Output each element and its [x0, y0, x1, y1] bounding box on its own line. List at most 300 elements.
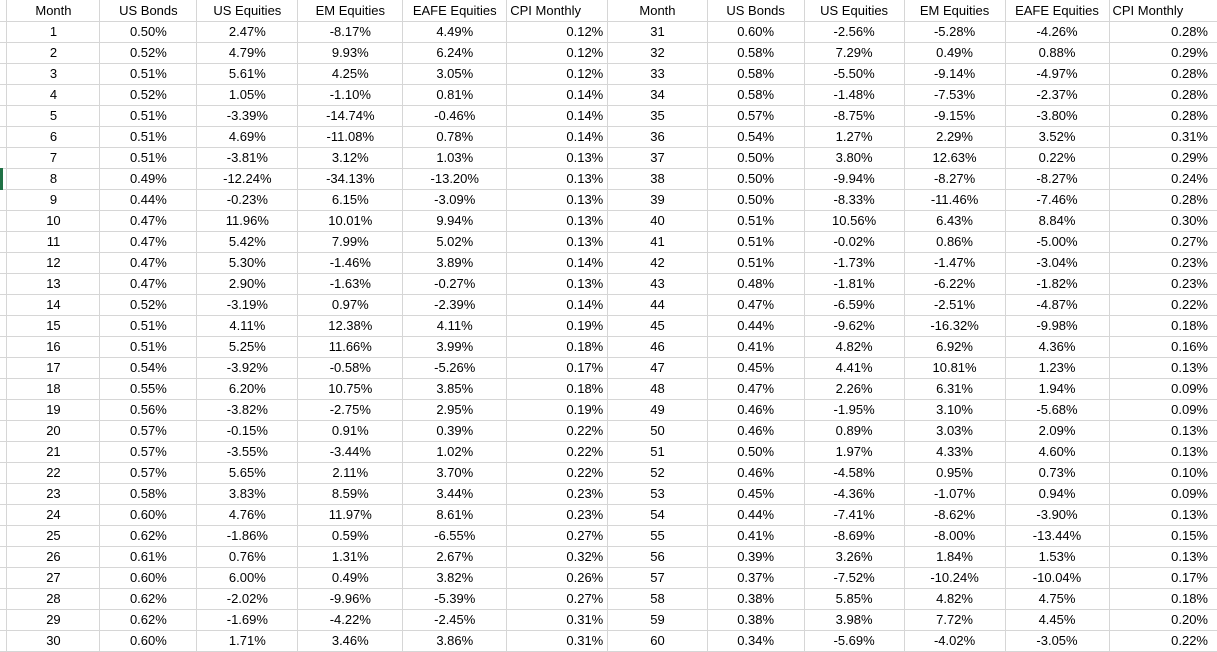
- month-cell[interactable]: 24: [7, 504, 100, 525]
- em-equities-cell[interactable]: -1.07%: [904, 483, 1005, 504]
- us-bonds-cell[interactable]: 0.57%: [100, 462, 197, 483]
- month-cell[interactable]: 33: [608, 63, 707, 84]
- us-bonds-cell[interactable]: 0.56%: [100, 399, 197, 420]
- em-equities-cell[interactable]: 0.86%: [904, 231, 1005, 252]
- cpi-monthly-cell[interactable]: 0.30%: [1109, 210, 1217, 231]
- cpi-monthly-cell[interactable]: 0.19%: [507, 315, 608, 336]
- em-equities-cell[interactable]: 1.84%: [904, 546, 1005, 567]
- eafe-equities-cell[interactable]: -2.39%: [403, 294, 507, 315]
- us-bonds-cell[interactable]: 0.60%: [707, 21, 804, 42]
- eafe-equities-cell[interactable]: 1.02%: [403, 441, 507, 462]
- em-equities-cell[interactable]: -6.22%: [904, 273, 1005, 294]
- month-cell[interactable]: 19: [7, 399, 100, 420]
- month-cell[interactable]: 12: [7, 252, 100, 273]
- us-bonds-cell[interactable]: 0.58%: [707, 42, 804, 63]
- row-strip-cell[interactable]: [0, 189, 7, 210]
- eafe-equities-cell[interactable]: 3.86%: [403, 630, 507, 651]
- row-strip-cell[interactable]: [0, 441, 7, 462]
- month-cell[interactable]: 26: [7, 546, 100, 567]
- cpi-monthly-cell[interactable]: 0.17%: [1109, 567, 1217, 588]
- eafe-equities-cell[interactable]: 8.84%: [1005, 210, 1109, 231]
- month-cell[interactable]: 56: [608, 546, 707, 567]
- us-bonds-cell[interactable]: 0.57%: [707, 105, 804, 126]
- us-equities-cell[interactable]: -0.15%: [197, 420, 298, 441]
- month-cell[interactable]: 43: [608, 273, 707, 294]
- month-cell[interactable]: 22: [7, 462, 100, 483]
- eafe-equities-cell[interactable]: -13.20%: [403, 168, 507, 189]
- month-cell[interactable]: 37: [608, 147, 707, 168]
- us-bonds-cell[interactable]: 0.47%: [100, 210, 197, 231]
- us-equities-cell[interactable]: -1.73%: [804, 252, 904, 273]
- em-equities-cell[interactable]: -9.14%: [904, 63, 1005, 84]
- cpi-monthly-cell[interactable]: 0.29%: [1109, 147, 1217, 168]
- month-cell[interactable]: 16: [7, 336, 100, 357]
- us-equities-cell[interactable]: -3.92%: [197, 357, 298, 378]
- us-bonds-cell[interactable]: 0.52%: [100, 42, 197, 63]
- us-equities-cell[interactable]: 11.96%: [197, 210, 298, 231]
- cpi-monthly-cell[interactable]: 0.22%: [507, 441, 608, 462]
- month-cell[interactable]: 47: [608, 357, 707, 378]
- eafe-equities-cell[interactable]: 0.88%: [1005, 42, 1109, 63]
- month-cell[interactable]: 39: [608, 189, 707, 210]
- us-bonds-cell[interactable]: 0.51%: [100, 126, 197, 147]
- eafe-equities-cell[interactable]: 0.73%: [1005, 462, 1109, 483]
- us-bonds-cell[interactable]: 0.44%: [100, 189, 197, 210]
- us-bonds-cell[interactable]: 0.58%: [100, 483, 197, 504]
- eafe-equities-cell[interactable]: 3.44%: [403, 483, 507, 504]
- us-equities-cell[interactable]: 4.69%: [197, 126, 298, 147]
- header-us-bonds[interactable]: US Bonds: [100, 0, 197, 21]
- cpi-monthly-cell[interactable]: 0.19%: [507, 399, 608, 420]
- us-equities-cell[interactable]: 3.98%: [804, 609, 904, 630]
- eafe-equities-cell[interactable]: -0.46%: [403, 105, 507, 126]
- eafe-equities-cell[interactable]: -13.44%: [1005, 525, 1109, 546]
- header-eafe-equities[interactable]: EAFE Equities: [403, 0, 507, 21]
- eafe-equities-cell[interactable]: 3.99%: [403, 336, 507, 357]
- month-cell[interactable]: 31: [608, 21, 707, 42]
- em-equities-cell[interactable]: 4.25%: [298, 63, 403, 84]
- us-bonds-cell[interactable]: 0.49%: [100, 168, 197, 189]
- cpi-monthly-cell[interactable]: 0.28%: [1109, 189, 1217, 210]
- month-cell[interactable]: 13: [7, 273, 100, 294]
- cpi-monthly-cell[interactable]: 0.14%: [507, 126, 608, 147]
- em-equities-cell[interactable]: -11.08%: [298, 126, 403, 147]
- eafe-equities-cell[interactable]: 5.02%: [403, 231, 507, 252]
- em-equities-cell[interactable]: -9.96%: [298, 588, 403, 609]
- us-bonds-cell[interactable]: 0.50%: [707, 147, 804, 168]
- row-strip-cell[interactable]: [0, 231, 7, 252]
- us-bonds-cell[interactable]: 0.38%: [707, 609, 804, 630]
- em-equities-cell[interactable]: -2.51%: [904, 294, 1005, 315]
- us-equities-cell[interactable]: 5.42%: [197, 231, 298, 252]
- cpi-monthly-cell[interactable]: 0.23%: [507, 483, 608, 504]
- cpi-monthly-cell[interactable]: 0.09%: [1109, 378, 1217, 399]
- us-bonds-cell[interactable]: 0.45%: [707, 483, 804, 504]
- eafe-equities-cell[interactable]: 1.03%: [403, 147, 507, 168]
- row-strip-cell[interactable]: [0, 630, 7, 651]
- em-equities-cell[interactable]: 12.63%: [904, 147, 1005, 168]
- eafe-equities-cell[interactable]: 0.94%: [1005, 483, 1109, 504]
- eafe-equities-cell[interactable]: 8.61%: [403, 504, 507, 525]
- header-month[interactable]: Month: [7, 0, 100, 21]
- eafe-equities-cell[interactable]: -2.45%: [403, 609, 507, 630]
- row-strip-cell[interactable]: [0, 273, 7, 294]
- us-equities-cell[interactable]: -5.50%: [804, 63, 904, 84]
- us-equities-cell[interactable]: 4.79%: [197, 42, 298, 63]
- cpi-monthly-cell[interactable]: 0.22%: [1109, 630, 1217, 651]
- cpi-monthly-cell[interactable]: 0.27%: [1109, 231, 1217, 252]
- eafe-equities-cell[interactable]: 1.94%: [1005, 378, 1109, 399]
- eafe-equities-cell[interactable]: 3.05%: [403, 63, 507, 84]
- us-equities-cell[interactable]: 0.89%: [804, 420, 904, 441]
- eafe-equities-cell[interactable]: -0.27%: [403, 273, 507, 294]
- em-equities-cell[interactable]: -1.46%: [298, 252, 403, 273]
- cpi-monthly-cell[interactable]: 0.28%: [1109, 105, 1217, 126]
- header-us-equities[interactable]: US Equities: [804, 0, 904, 21]
- us-bonds-cell[interactable]: 0.51%: [707, 210, 804, 231]
- month-cell[interactable]: 52: [608, 462, 707, 483]
- cpi-monthly-cell[interactable]: 0.22%: [507, 420, 608, 441]
- us-bonds-cell[interactable]: 0.47%: [707, 378, 804, 399]
- eafe-equities-cell[interactable]: 4.75%: [1005, 588, 1109, 609]
- us-equities-cell[interactable]: 1.05%: [197, 84, 298, 105]
- cpi-monthly-cell[interactable]: 0.29%: [1109, 42, 1217, 63]
- row-strip-cell[interactable]: [0, 336, 7, 357]
- eafe-equities-cell[interactable]: -5.39%: [403, 588, 507, 609]
- month-cell[interactable]: 18: [7, 378, 100, 399]
- us-equities-cell[interactable]: -8.69%: [804, 525, 904, 546]
- us-bonds-cell[interactable]: 0.34%: [707, 630, 804, 651]
- em-equities-cell[interactable]: -4.02%: [904, 630, 1005, 651]
- us-bonds-cell[interactable]: 0.38%: [707, 588, 804, 609]
- eafe-equities-cell[interactable]: 3.70%: [403, 462, 507, 483]
- eafe-equities-cell[interactable]: -3.90%: [1005, 504, 1109, 525]
- eafe-equities-cell[interactable]: -4.87%: [1005, 294, 1109, 315]
- us-equities-cell[interactable]: -12.24%: [197, 168, 298, 189]
- row-strip-cell[interactable]: [0, 483, 7, 504]
- cpi-monthly-cell[interactable]: 0.13%: [1109, 546, 1217, 567]
- us-bonds-cell[interactable]: 0.51%: [707, 252, 804, 273]
- eafe-equities-cell[interactable]: 4.36%: [1005, 336, 1109, 357]
- us-bonds-cell[interactable]: 0.62%: [100, 525, 197, 546]
- em-equities-cell[interactable]: 9.93%: [298, 42, 403, 63]
- us-bonds-cell[interactable]: 0.54%: [100, 357, 197, 378]
- row-strip-cell[interactable]: [0, 399, 7, 420]
- row-strip-cell[interactable]: [0, 84, 7, 105]
- cpi-monthly-cell[interactable]: 0.13%: [1109, 420, 1217, 441]
- us-equities-cell[interactable]: -6.59%: [804, 294, 904, 315]
- us-equities-cell[interactable]: 3.26%: [804, 546, 904, 567]
- header-us-equities[interactable]: US Equities: [197, 0, 298, 21]
- row-strip-cell[interactable]: [0, 21, 7, 42]
- eafe-equities-cell[interactable]: 2.67%: [403, 546, 507, 567]
- eafe-equities-cell[interactable]: 3.52%: [1005, 126, 1109, 147]
- month-cell[interactable]: 30: [7, 630, 100, 651]
- eafe-equities-cell[interactable]: -10.04%: [1005, 567, 1109, 588]
- us-equities-cell[interactable]: -1.69%: [197, 609, 298, 630]
- em-equities-cell[interactable]: 7.99%: [298, 231, 403, 252]
- eafe-equities-cell[interactable]: -9.98%: [1005, 315, 1109, 336]
- us-bonds-cell[interactable]: 0.60%: [100, 630, 197, 651]
- row-strip-cell[interactable]: [0, 525, 7, 546]
- em-equities-cell[interactable]: 0.49%: [904, 42, 1005, 63]
- eafe-equities-cell[interactable]: 6.24%: [403, 42, 507, 63]
- us-equities-cell[interactable]: -1.48%: [804, 84, 904, 105]
- cpi-monthly-cell[interactable]: 0.18%: [507, 336, 608, 357]
- row-strip-cell[interactable]: [0, 588, 7, 609]
- eafe-equities-cell[interactable]: -5.68%: [1005, 399, 1109, 420]
- us-equities-cell[interactable]: 6.00%: [197, 567, 298, 588]
- us-bonds-cell[interactable]: 0.41%: [707, 525, 804, 546]
- em-equities-cell[interactable]: -8.62%: [904, 504, 1005, 525]
- us-equities-cell[interactable]: -8.75%: [804, 105, 904, 126]
- us-equities-cell[interactable]: 3.80%: [804, 147, 904, 168]
- month-cell[interactable]: 60: [608, 630, 707, 651]
- us-bonds-cell[interactable]: 0.37%: [707, 567, 804, 588]
- eafe-equities-cell[interactable]: -3.05%: [1005, 630, 1109, 651]
- row-strip-cell[interactable]: [0, 357, 7, 378]
- eafe-equities-cell[interactable]: -4.26%: [1005, 21, 1109, 42]
- cpi-monthly-cell[interactable]: 0.18%: [1109, 588, 1217, 609]
- eafe-equities-cell[interactable]: 3.89%: [403, 252, 507, 273]
- month-cell[interactable]: 29: [7, 609, 100, 630]
- us-bonds-cell[interactable]: 0.57%: [100, 441, 197, 462]
- month-cell[interactable]: 20: [7, 420, 100, 441]
- em-equities-cell[interactable]: 0.49%: [298, 567, 403, 588]
- month-cell[interactable]: 32: [608, 42, 707, 63]
- us-bonds-cell[interactable]: 0.47%: [100, 273, 197, 294]
- cpi-monthly-cell[interactable]: 0.14%: [507, 294, 608, 315]
- cpi-monthly-cell[interactable]: 0.13%: [1109, 504, 1217, 525]
- eafe-equities-cell[interactable]: 0.22%: [1005, 147, 1109, 168]
- us-bonds-cell[interactable]: 0.51%: [707, 231, 804, 252]
- cpi-monthly-cell[interactable]: 0.32%: [507, 546, 608, 567]
- month-cell[interactable]: 49: [608, 399, 707, 420]
- month-cell[interactable]: 21: [7, 441, 100, 462]
- us-equities-cell[interactable]: 2.90%: [197, 273, 298, 294]
- em-equities-cell[interactable]: 11.97%: [298, 504, 403, 525]
- us-equities-cell[interactable]: 10.56%: [804, 210, 904, 231]
- header-us-bonds[interactable]: US Bonds: [707, 0, 804, 21]
- month-cell[interactable]: 58: [608, 588, 707, 609]
- us-bonds-cell[interactable]: 0.55%: [100, 378, 197, 399]
- cpi-monthly-cell[interactable]: 0.28%: [1109, 84, 1217, 105]
- us-bonds-cell[interactable]: 0.62%: [100, 588, 197, 609]
- eafe-equities-cell[interactable]: -1.82%: [1005, 273, 1109, 294]
- eafe-equities-cell[interactable]: 1.23%: [1005, 357, 1109, 378]
- row-strip-cell[interactable]: [0, 63, 7, 84]
- eafe-equities-cell[interactable]: 0.39%: [403, 420, 507, 441]
- month-cell[interactable]: 48: [608, 378, 707, 399]
- cpi-monthly-cell[interactable]: 0.09%: [1109, 483, 1217, 504]
- us-bonds-cell[interactable]: 0.44%: [707, 504, 804, 525]
- cpi-monthly-cell[interactable]: 0.31%: [1109, 126, 1217, 147]
- header-strip-cell[interactable]: [0, 0, 7, 21]
- us-bonds-cell[interactable]: 0.60%: [100, 504, 197, 525]
- month-cell[interactable]: 11: [7, 231, 100, 252]
- header-em-equities[interactable]: EM Equities: [298, 0, 403, 21]
- us-equities-cell[interactable]: 2.26%: [804, 378, 904, 399]
- us-equities-cell[interactable]: -3.39%: [197, 105, 298, 126]
- us-bonds-cell[interactable]: 0.58%: [707, 63, 804, 84]
- us-bonds-cell[interactable]: 0.50%: [100, 21, 197, 42]
- month-cell[interactable]: 59: [608, 609, 707, 630]
- cpi-monthly-cell[interactable]: 0.12%: [507, 63, 608, 84]
- eafe-equities-cell[interactable]: -2.37%: [1005, 84, 1109, 105]
- month-cell[interactable]: 7: [7, 147, 100, 168]
- em-equities-cell[interactable]: 4.33%: [904, 441, 1005, 462]
- eafe-equities-cell[interactable]: -3.09%: [403, 189, 507, 210]
- em-equities-cell[interactable]: -34.13%: [298, 168, 403, 189]
- eafe-equities-cell[interactable]: 0.78%: [403, 126, 507, 147]
- us-equities-cell[interactable]: 1.27%: [804, 126, 904, 147]
- em-equities-cell[interactable]: -5.28%: [904, 21, 1005, 42]
- cpi-monthly-cell[interactable]: 0.28%: [1109, 63, 1217, 84]
- month-cell[interactable]: 50: [608, 420, 707, 441]
- eafe-equities-cell[interactable]: -3.04%: [1005, 252, 1109, 273]
- cpi-monthly-cell[interactable]: 0.27%: [507, 588, 608, 609]
- cpi-monthly-cell[interactable]: 0.13%: [507, 147, 608, 168]
- em-equities-cell[interactable]: 12.38%: [298, 315, 403, 336]
- row-strip-cell[interactable]: [0, 504, 7, 525]
- cpi-monthly-cell[interactable]: 0.14%: [507, 105, 608, 126]
- header-em-equities[interactable]: EM Equities: [904, 0, 1005, 21]
- us-equities-cell[interactable]: 5.25%: [197, 336, 298, 357]
- cpi-monthly-cell[interactable]: 0.10%: [1109, 462, 1217, 483]
- us-equities-cell[interactable]: 5.30%: [197, 252, 298, 273]
- em-equities-cell[interactable]: -4.22%: [298, 609, 403, 630]
- em-equities-cell[interactable]: 8.59%: [298, 483, 403, 504]
- us-bonds-cell[interactable]: 0.46%: [707, 420, 804, 441]
- em-equities-cell[interactable]: -2.75%: [298, 399, 403, 420]
- us-bonds-cell[interactable]: 0.47%: [100, 231, 197, 252]
- us-bonds-cell[interactable]: 0.58%: [707, 84, 804, 105]
- us-bonds-cell[interactable]: 0.47%: [707, 294, 804, 315]
- cpi-monthly-cell[interactable]: 0.23%: [507, 504, 608, 525]
- em-equities-cell[interactable]: 0.97%: [298, 294, 403, 315]
- us-bonds-cell[interactable]: 0.51%: [100, 336, 197, 357]
- us-bonds-cell[interactable]: 0.51%: [100, 315, 197, 336]
- em-equities-cell[interactable]: 4.82%: [904, 588, 1005, 609]
- em-equities-cell[interactable]: 10.81%: [904, 357, 1005, 378]
- cpi-monthly-cell[interactable]: 0.18%: [507, 378, 608, 399]
- month-cell[interactable]: 27: [7, 567, 100, 588]
- eafe-equities-cell[interactable]: 3.82%: [403, 567, 507, 588]
- cpi-monthly-cell[interactable]: 0.18%: [1109, 315, 1217, 336]
- month-cell[interactable]: 34: [608, 84, 707, 105]
- em-equities-cell[interactable]: -11.46%: [904, 189, 1005, 210]
- us-equities-cell[interactable]: -4.36%: [804, 483, 904, 504]
- cpi-monthly-cell[interactable]: 0.12%: [507, 21, 608, 42]
- cpi-monthly-cell[interactable]: 0.14%: [507, 84, 608, 105]
- month-cell[interactable]: 41: [608, 231, 707, 252]
- us-bonds-cell[interactable]: 0.50%: [707, 189, 804, 210]
- us-equities-cell[interactable]: 6.20%: [197, 378, 298, 399]
- us-equities-cell[interactable]: 5.85%: [804, 588, 904, 609]
- month-cell[interactable]: 5: [7, 105, 100, 126]
- us-equities-cell[interactable]: -3.19%: [197, 294, 298, 315]
- row-strip-cell[interactable]: [0, 294, 7, 315]
- us-bonds-cell[interactable]: 0.50%: [707, 168, 804, 189]
- us-equities-cell[interactable]: 5.61%: [197, 63, 298, 84]
- us-equities-cell[interactable]: 7.29%: [804, 42, 904, 63]
- month-cell[interactable]: 35: [608, 105, 707, 126]
- em-equities-cell[interactable]: 7.72%: [904, 609, 1005, 630]
- em-equities-cell[interactable]: 2.29%: [904, 126, 1005, 147]
- em-equities-cell[interactable]: 3.12%: [298, 147, 403, 168]
- em-equities-cell[interactable]: 6.43%: [904, 210, 1005, 231]
- cpi-monthly-cell[interactable]: 0.17%: [507, 357, 608, 378]
- eafe-equities-cell[interactable]: -8.27%: [1005, 168, 1109, 189]
- cpi-monthly-cell[interactable]: 0.13%: [1109, 441, 1217, 462]
- cpi-monthly-cell[interactable]: 0.26%: [507, 567, 608, 588]
- em-equities-cell[interactable]: -8.27%: [904, 168, 1005, 189]
- eafe-equities-cell[interactable]: 4.49%: [403, 21, 507, 42]
- eafe-equities-cell[interactable]: 2.95%: [403, 399, 507, 420]
- us-bonds-cell[interactable]: 0.52%: [100, 294, 197, 315]
- month-cell[interactable]: 8: [7, 168, 100, 189]
- eafe-equities-cell[interactable]: -5.00%: [1005, 231, 1109, 252]
- em-equities-cell[interactable]: 2.11%: [298, 462, 403, 483]
- em-equities-cell[interactable]: -1.10%: [298, 84, 403, 105]
- us-equities-cell[interactable]: -1.95%: [804, 399, 904, 420]
- em-equities-cell[interactable]: 6.92%: [904, 336, 1005, 357]
- us-equities-cell[interactable]: -3.81%: [197, 147, 298, 168]
- month-cell[interactable]: 14: [7, 294, 100, 315]
- month-cell[interactable]: 38: [608, 168, 707, 189]
- em-equities-cell[interactable]: 3.03%: [904, 420, 1005, 441]
- cpi-monthly-cell[interactable]: 0.13%: [1109, 357, 1217, 378]
- row-strip-cell[interactable]: [0, 210, 7, 231]
- row-strip-cell[interactable]: [0, 42, 7, 63]
- row-strip-cell[interactable]: [0, 252, 7, 273]
- eafe-equities-cell[interactable]: 2.09%: [1005, 420, 1109, 441]
- us-equities-cell[interactable]: 0.76%: [197, 546, 298, 567]
- em-equities-cell[interactable]: 3.10%: [904, 399, 1005, 420]
- us-equities-cell[interactable]: 5.65%: [197, 462, 298, 483]
- month-cell[interactable]: 53: [608, 483, 707, 504]
- us-equities-cell[interactable]: -1.86%: [197, 525, 298, 546]
- month-cell[interactable]: 46: [608, 336, 707, 357]
- us-equities-cell[interactable]: -9.62%: [804, 315, 904, 336]
- cpi-monthly-cell[interactable]: 0.09%: [1109, 399, 1217, 420]
- month-cell[interactable]: 44: [608, 294, 707, 315]
- cpi-monthly-cell[interactable]: 0.23%: [1109, 273, 1217, 294]
- em-equities-cell[interactable]: 10.75%: [298, 378, 403, 399]
- eafe-equities-cell[interactable]: 9.94%: [403, 210, 507, 231]
- us-equities-cell[interactable]: -7.41%: [804, 504, 904, 525]
- us-equities-cell[interactable]: -7.52%: [804, 567, 904, 588]
- eafe-equities-cell[interactable]: 4.11%: [403, 315, 507, 336]
- cpi-monthly-cell[interactable]: 0.12%: [507, 42, 608, 63]
- em-equities-cell[interactable]: 0.59%: [298, 525, 403, 546]
- cpi-monthly-cell[interactable]: 0.22%: [507, 462, 608, 483]
- us-bonds-cell[interactable]: 0.51%: [100, 147, 197, 168]
- cpi-monthly-cell[interactable]: 0.27%: [507, 525, 608, 546]
- em-equities-cell[interactable]: 0.91%: [298, 420, 403, 441]
- cpi-monthly-cell[interactable]: 0.13%: [507, 168, 608, 189]
- us-bonds-cell[interactable]: 0.57%: [100, 420, 197, 441]
- month-cell[interactable]: 2: [7, 42, 100, 63]
- cpi-monthly-cell[interactable]: 0.23%: [1109, 252, 1217, 273]
- em-equities-cell[interactable]: -8.17%: [298, 21, 403, 42]
- cpi-monthly-cell[interactable]: 0.22%: [1109, 294, 1217, 315]
- em-equities-cell[interactable]: -10.24%: [904, 567, 1005, 588]
- us-equities-cell[interactable]: -0.23%: [197, 189, 298, 210]
- us-equities-cell[interactable]: -3.82%: [197, 399, 298, 420]
- cpi-monthly-cell[interactable]: 0.31%: [507, 609, 608, 630]
- em-equities-cell[interactable]: -0.58%: [298, 357, 403, 378]
